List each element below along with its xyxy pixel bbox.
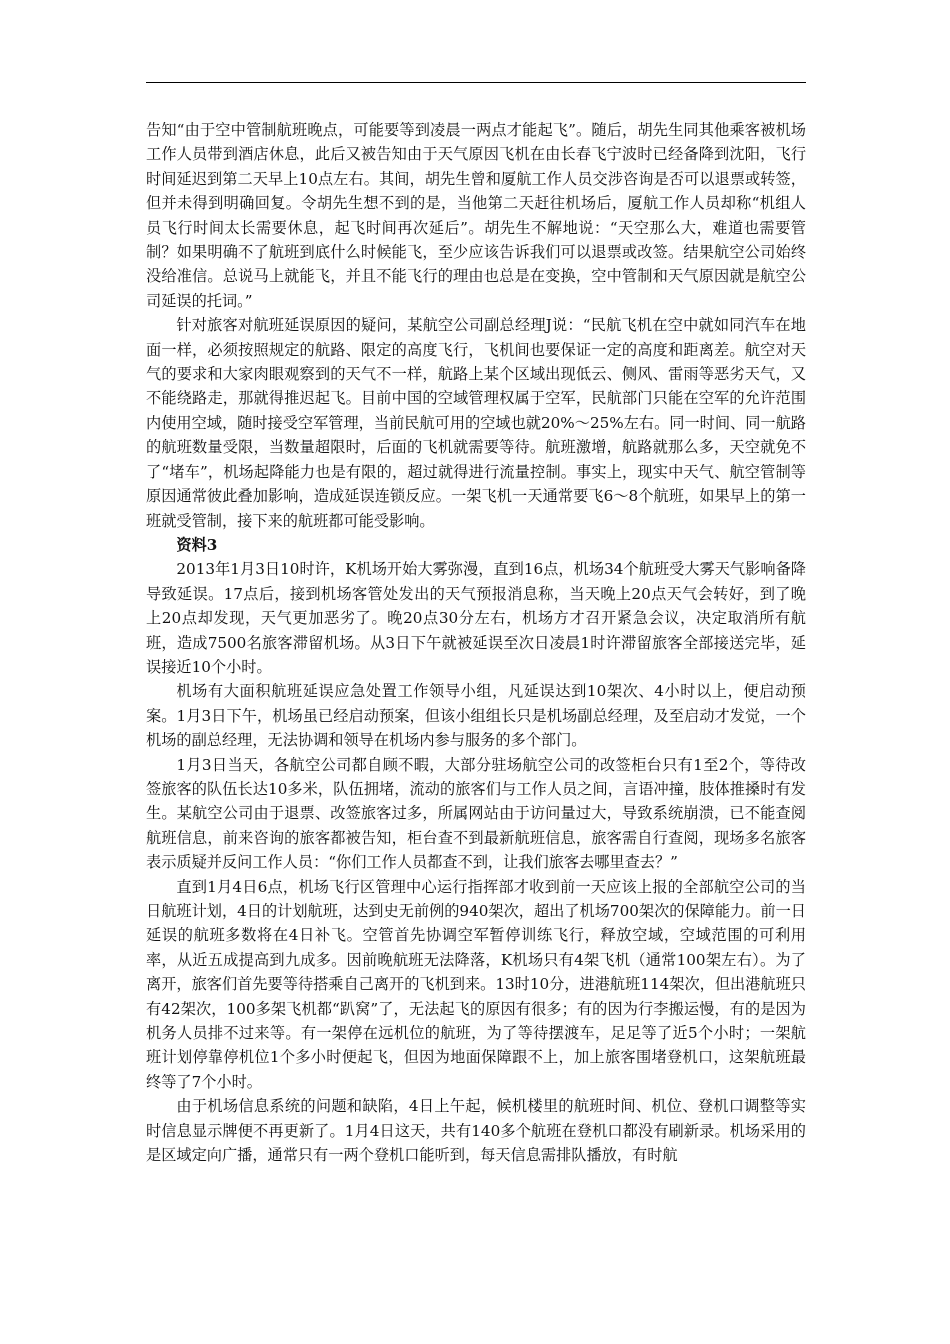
section-heading-material-3: 资料3 — [176, 535, 218, 554]
paragraph-counter-congestion: 1月3日当天，各航空公司都自顾不暇，大部分驻场航空公司的改签柜台只有1至2个，等待改签旅客的队伍长达10多米，队伍拥堵，流动的旅客们与工作人员之间，言语冲撞，肢体推搡时有发生。某航空公司由于退票、改签旅客过多，所属网站由于访问量过大，导致系统崩溃，已不能查阅航班信息，前来咨询的旅客都被告知，柜台查不到最新航班信息，旅客需自行查阅，现场多名旅客表示质疑并反问工作人员：“你们工作人员都查不到，让我们旅客去哪里查去？” — [146, 755, 806, 872]
header-rule — [146, 82, 806, 83]
paragraph-airline-explanation: 针对旅客对航班延误原因的疑问，某航空公司副总经理J说：“民航飞机在空中就如同汽车在地面一样，必须按照规定的航路、限定的高度飞行，飞机间也要保证一定的高度和距离差。航空对天气的要求和大家肉眼观察到的天气不一样，航路上某个区域出现低云、侧风、雷雨等恶劣天气，又不能绕路走，那就得推迟起飞。目前中国的空域管理权属于空军，民航部门只能在空军的允许范围内使用空域，随时接受空军管理，当前民航可用的空域也就20%～25%左右。同一时间、同一航路的航班数量受限，当数量超限时，后面的飞机就需要等待。航班激增，航路就那么多，天空就免不了“堵车”，机场起降能力也是有限的，超过就得进行流量控制。事实上，现实中天气、航空管制等原因通常彼此叠加影响，造成延误连锁反应。一架飞机一天通常要飞6～8个航班，如果早上的第一班就受管制，接下来的航班都可能受影响。 — [146, 316, 806, 530]
document-body — [146, 118, 806, 1167]
paragraph-info-system: 由于机场信息系统的问题和缺陷，4日上午起，候机楼里的航班时间、机位、登机口调整等实时信息显示牌便不再更新了。1月4日这天，共有140多个航班在登机口都没有刷新录。机场采用的是区域定向广播，通常只有一两个登机口能听到，每天信息需排队播放，有时航 — [146, 1097, 806, 1165]
paragraph-continued: 告知“由于空中管制航班晚点，可能要等到凌晨一两点才能起飞”。随后，胡先生同其他乘客被机场工作人员带到酒店休息，此后又被告知由于天气原因飞机在由长春飞宁波时已经备降到沈阳，飞行时间延迟到第二天早上10点左右。其间，胡先生曾和厦航工作人员交涉咨询是否可以退票或转签，但并未得到明确回复。令胡先生想不到的是，当他第二天赶往机场后，厦航工作人员却称“机组人员飞行时间太长需要休息，起飞时间再次延后”。胡先生不解地说：“天空那么大，难道也需要管制？如果明确不了航班到底什么时候能飞，至少应该告诉我们可以退票或改签。结果航空公司始终没给准信。总说马上就能飞，并且不能飞行的理由也总是在变换，空中管制和天气原因就是航空公司延误的托词。” — [146, 121, 806, 310]
paragraph-emergency-group: 机场有大面积航班延误应急处置工作领导小组，凡延误达到10架次、4小时以上，便启动预案。1月3日下午，机场虽已经启动预案，但该小组组长只是机场副总经理，及至启动才发觉，一个机场的副总经理，无法协调和领导在机场内参与服务的多个部门。 — [146, 682, 806, 750]
paragraph-fog-delay: 2013年1月3日10时许，K机场开始大雾弥漫，直到16点，机场34个航班受大雾天气影响备降导致延误。17点后，接到机场客管处发出的天气预报消息称，当天晚上20点天气会转好，到了晚上20点却发现，天气更加恶劣了。晚20点30分左右，机场方才召开紧急会议，决定取消所有航班，造成7500名旅客滞留机场。从3日下午就被延误至次日凌晨1时许滞留旅客全部接送完毕，延误接近10个小时。 — [146, 560, 806, 676]
paragraph-flight-plan: 直到1月4日6点，机场飞行区管理中心运行指挥部才收到前一天应该上报的全部航空公司的当日航班计划，4日的计划航班，达到史无前例的940架次，超出了机场700架次的保障能力。前一日延误的航班多数将在4日补飞。空管首先协调空军暂停训练飞行，释放空域，空域范围的可利用率，从近五成提高到九成多。因前晚航班无法降落，K机场只有4架飞机（通常100架左右）。为了离开，旅客们首先要等待搭乘自己离开的飞机到来。13时10分，进港航班114架次，但出港航班只有42架次，100多架飞机都“趴窝”了，无法起飞的原因有很多；有的因为行李搬运慢，有的是因为机务人员排不过来等。有一架停在远机位的航班，为了等待摆渡车，足足等了近5个小时；一架航班计划停靠停机位1个多小时便起飞，但因为地面保障跟不上，加上旅客围堵登机口，这架航班最终等了7个小时。 — [146, 877, 806, 1091]
